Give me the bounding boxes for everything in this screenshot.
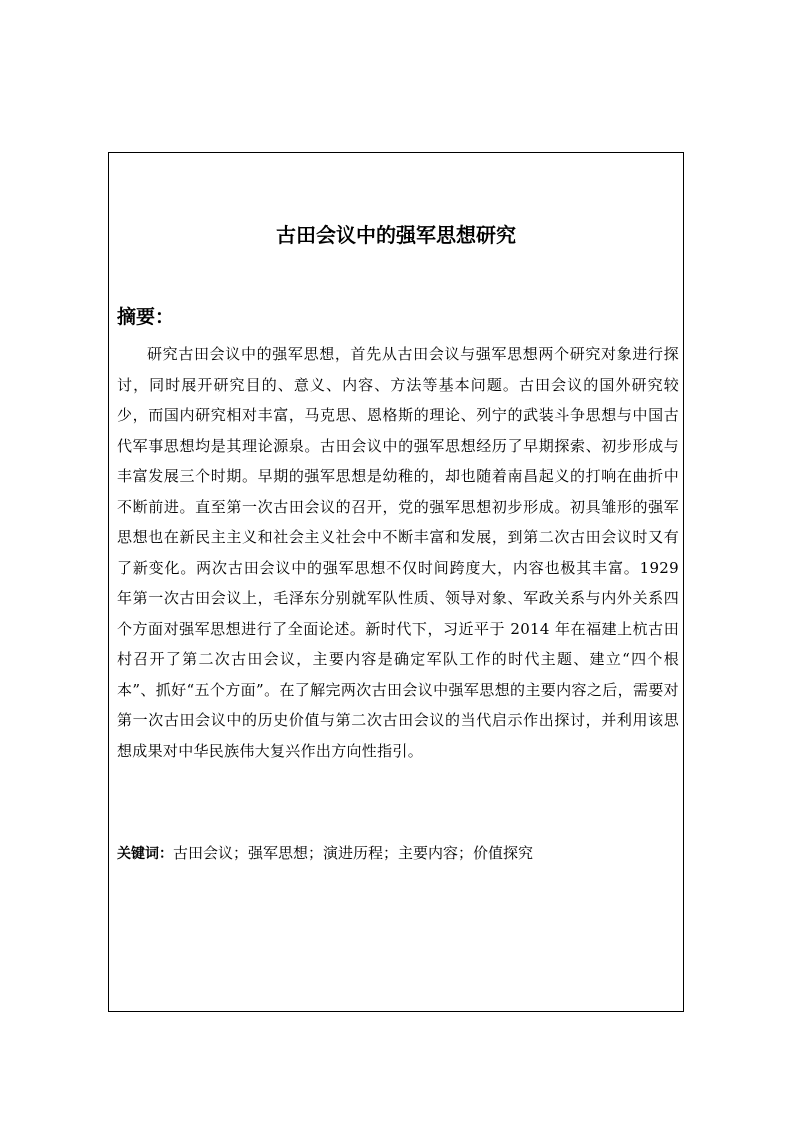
- keywords-text: 古田会议；强军思想；演进历程；主要内容；价值探究: [173, 844, 534, 862]
- abstract-body: 研究古田会议中的强军思想，首先从古田会议与强军思想两个研究对象进行探讨，同时展开研究目的、意义、内容、方法等基本问题。古田会议的国外研究较少，而国内研究相对丰富，马克思、恩格斯的理论、列宁的武装斗争思想与中国古代军事思想均是其理论源泉。古田会议中的强军思想经历了早期探索、初步形成与丰富发展三个时期。早期的强军思想是幼稚的，却也随着南昌起义的打响在曲折中不断前进。直至第一次古田会议的召开，党的强军思想初步形成。初具雏形的强军思想也在新民主主义和社会主义社会中不断丰富和发展，到第二次古田会议时又有了新变化。两次古田会议中的强军思想不仅时间跨度大，内容也极其丰富。1929 年第一次古田会议上，毛泽东分别就军队性质、领导对象、军政关系与内外关系四个方面对强军思想进行了全面论述。新时代下，习近平于 2014 年在福建上杭古田村召开了第二次古田会议，主要内容是确定军队工作的时代主题、建立“四个根本”、抓好“五个方面”。在了解完两次古田会议中强军思想的主要内容之后，需要对第一次古田会议中的历史价值与第二次古田会议的当代启示作出探讨，并利用该思想成果对中华民族伟大复兴作出方向性指引。: [117, 345, 679, 760]
- abstract-heading: 摘要：: [117, 306, 175, 328]
- document-frame: [108, 152, 684, 1012]
- document-title: 古田会议中的强军思想研究: [276, 223, 516, 247]
- keywords-line: [117, 841, 533, 866]
- keywords-label: 关键词：: [117, 846, 173, 862]
